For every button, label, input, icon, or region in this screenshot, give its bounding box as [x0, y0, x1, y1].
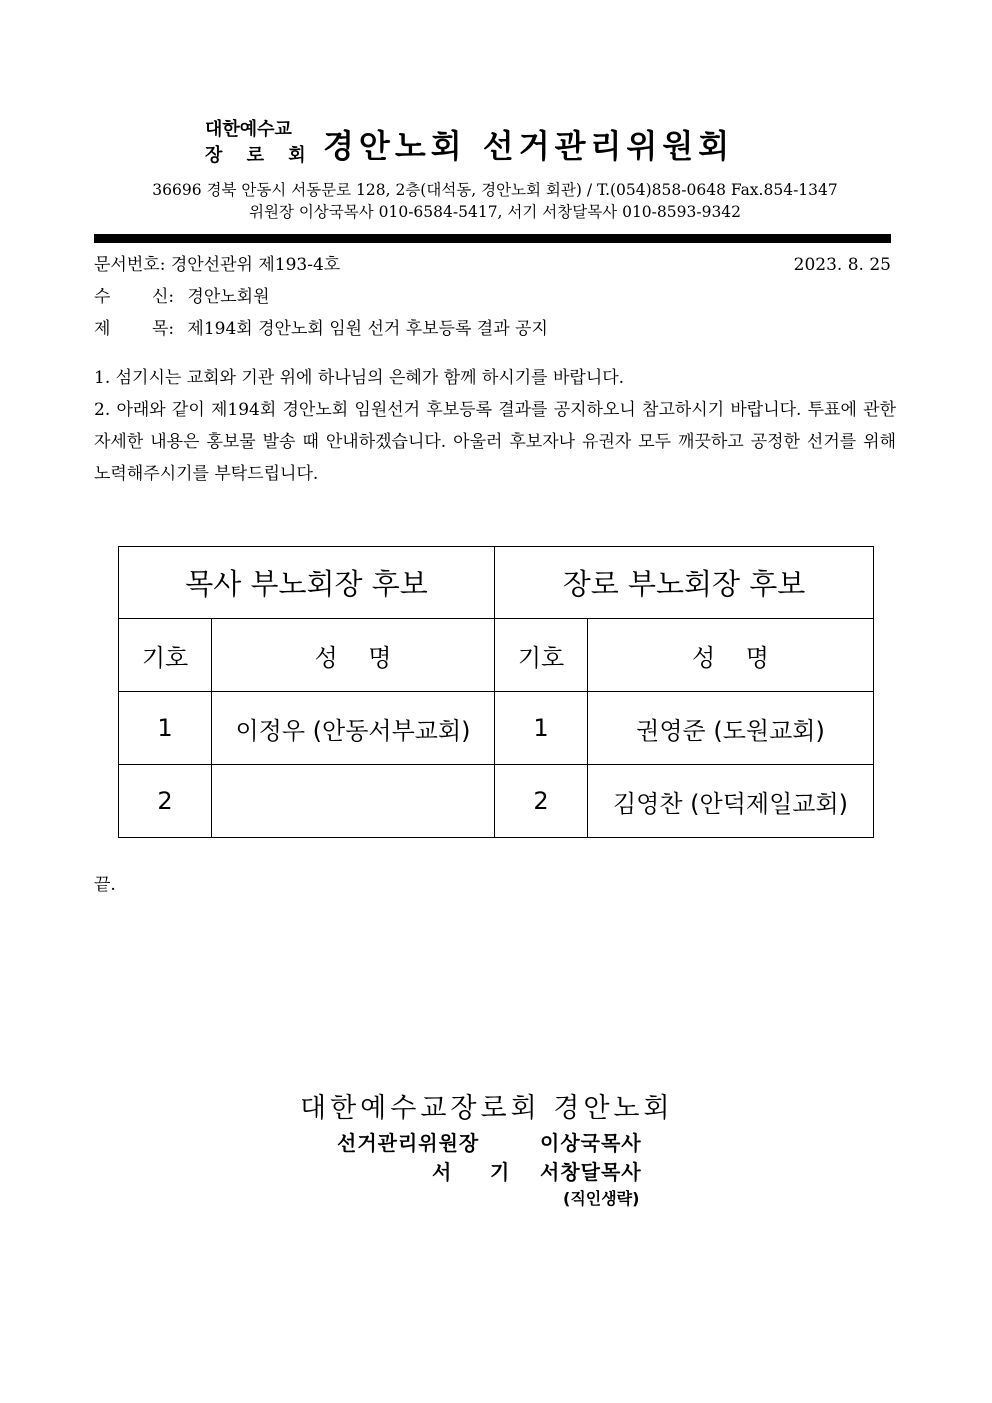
candidate-number: 1 — [495, 692, 588, 765]
col-header-name: 성 명 — [212, 619, 495, 692]
subject-value: 제194회 경안노회 임원 선거 후보등록 결과 공지 — [187, 319, 548, 339]
end-mark: 끝. — [94, 875, 116, 895]
paragraph-2: 2. 아래와 같이 제194회 경안노회 임원선거 후보등록 결과를 공지하오니 참고하시기 바랍니다. 투표에 관한 자세한 내용은 홍보물 발송 때 안내하겠습니다. 아울러 후보자나 유권자 모두 깨끗하고 공정한 선거를 위해 노력해주시기를 부탁드립니다. — [94, 400, 896, 484]
col-header-number: 기호 — [119, 619, 212, 692]
address-line: 36696 경북 안동시 서동문로 128, 2층(대석동, 경안노회 회관) / T.(054)858-0648 Fax.854-1347 — [152, 181, 838, 199]
candidate-table — [118, 546, 874, 838]
candidate-name — [212, 765, 495, 838]
subject-line — [94, 316, 548, 342]
paragraph-1: 1. 섬기시는 교회와 기관 위에 하나님의 은혜가 함께 하시기를 바랍니다. — [94, 368, 625, 388]
candidate-number: 2 — [119, 765, 212, 838]
signer-name-secretary: 서창달목사 — [540, 1160, 642, 1184]
recipient-value: 경안노회원 — [187, 287, 270, 307]
signer-role-secretary-a: 서 — [432, 1160, 452, 1184]
candidate-number: 1 — [119, 692, 212, 765]
contact-line: 위원장 이상국목사 010-6584-5417, 서기 서창달목사 010-8593-9342 — [248, 203, 742, 221]
recipient-line — [94, 284, 270, 310]
document-title: 경안노회 선거관리위원회 — [323, 127, 735, 165]
subject-label-b: 목: — [152, 319, 175, 339]
group-header-pastor: 목사 부노회장 후보 — [119, 547, 495, 619]
doc-number-value: 경안선관위 제193-4호 — [170, 255, 341, 275]
subject-label-a: 제 — [94, 319, 111, 339]
recipient-label-a: 수 — [94, 287, 111, 307]
candidate-name: 권영준 (도원교회) — [588, 692, 874, 765]
document-date: 2023. 8. 25 — [793, 255, 891, 275]
org-small-line1: 대한예수교 — [205, 119, 292, 140]
signer-role-chair: 선거관리위원장 — [337, 1131, 480, 1155]
recipient-label-b: 신: — [152, 287, 175, 307]
group-header-elder: 장로 부노회장 후보 — [495, 547, 874, 619]
doc-number-line — [94, 252, 340, 278]
doc-number-label: 문서번호: — [94, 255, 166, 275]
candidate-name: 김영찬 (안덕제일교회) — [588, 765, 874, 838]
table-row — [119, 765, 874, 838]
header-divider — [94, 234, 891, 243]
seal-omitted-note: (직인생략) — [563, 1189, 640, 1208]
col-header-name: 성 명 — [588, 619, 874, 692]
candidate-number: 2 — [495, 765, 588, 838]
signer-name-chair: 이상국목사 — [540, 1131, 642, 1155]
org-small-line2: 장 로 회 — [205, 145, 315, 166]
table-row — [119, 692, 874, 765]
issuing-organization: 대한예수교장로회 경안노회 — [300, 1093, 674, 1124]
col-header-number: 기호 — [495, 619, 588, 692]
candidate-name: 이정우 (안동서부교회) — [212, 692, 495, 765]
signer-role-secretary-b: 기 — [490, 1160, 510, 1184]
